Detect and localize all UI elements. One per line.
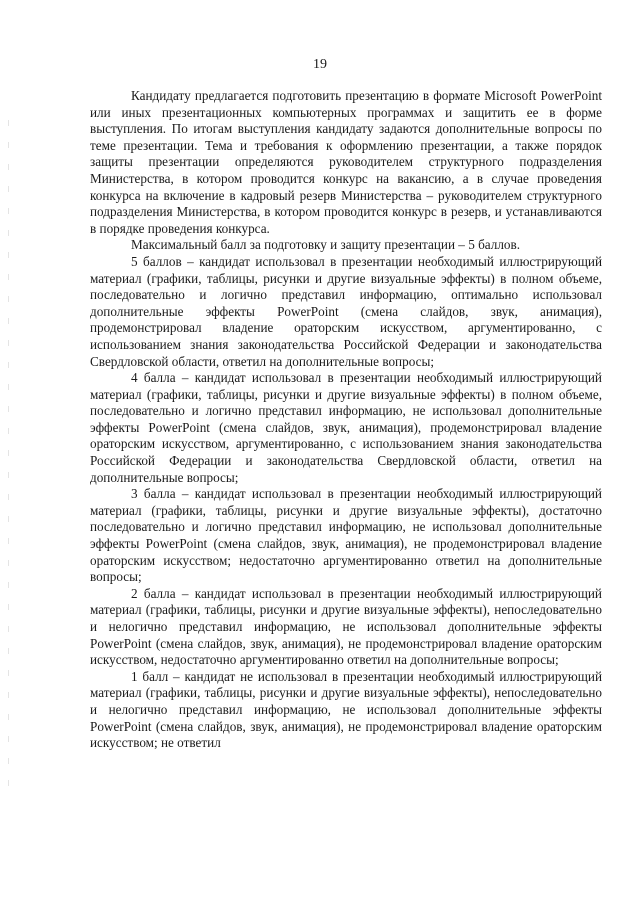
paragraph-presentation-intro: Кандидату предлагается подготовить презентацию в формате Microsoft PowerPoint или иных презентационных компьютерных программах и защитить ее в форме выступления. По итогам выступления кандидату задаются дополнительные вопросы по теме презентации. Тема и требования к оформлению презентации, а также порядок защиты презентации определяются руководителем структурного подразделения Министерства, в котором проводится конкурс на вакансию, а в случае проведения конкурса на включение в кадровый резерв Министерства – руководителем структурного подразделения Министерства, в котором проводится конкурс в резерв, и устанавливаются в порядке проведения конкурса. xyxy=(90,88,602,236)
page-number: 19 xyxy=(313,57,327,72)
paragraph-score-4: 4 балла – кандидат использовал в презентации необходимый иллюстрирующий материал (графики, таблицы, рисунки и другие визуальные эффекты) в полном объеме, последовательно и логично представил информацию, не использовал дополнительные эффекты PowerPoint (смена слайдов, звук, анимация), продемонстрировал владение ораторским искусством, аргументированно, с использованием знания законодательства Российской Федерации и законодательства Свердловской области, ответил на дополнительные вопросы; xyxy=(90,370,602,485)
paragraph-score-3: 3 балла – кандидат использовал в презентации необходимый иллюстрирующий материал (графики, таблицы, рисунки и другие визуальные эффекты), достаточно последовательно и логично представил информацию, не использовал дополнительные эффекты PowerPoint (смена слайдов, звук, анимация), не продемонстрировал владение ораторским искусством; недостаточно аргументированно ответил на дополнительные вопросы; xyxy=(90,486,602,585)
paragraph-score-5: 5 баллов – кандидат использовал в презентации необходимый иллюстрирующий материал (графики, таблицы, рисунки и другие визуальные эффекты) в полном объеме, последовательно и логично представил информацию, оптимально использовал дополнительные эффекты PowerPoint (смена слайдов, звук, анимация), продемонстрировал владение ораторским искусством, аргументированно, с использованием знания законодательства Российской Федерации и законодательства Свердловской области, ответил на дополнительные вопросы; xyxy=(90,253,602,369)
paragraph-score-1: 1 балл – кандидат не использовал в презентации необходимый иллюстрирующий материал (графики, таблицы, рисунки и другие визуальные эффекты), непоследовательно и нелогично представил информацию, не использовал дополнительные эффекты PowerPoint (смена слайдов, звук, анимация), не продемонстрировал владение ораторским искусством; не ответил xyxy=(90,668,602,751)
scan-margin-artifact xyxy=(8,120,9,800)
paragraph-max-score: Максимальный балл за подготовку и защиту презентации – 5 баллов. xyxy=(131,237,521,253)
document-body xyxy=(90,88,602,752)
paragraph-score-2: 2 балла – кандидат использовал в презентации необходимый иллюстрирующий материал (графики, таблицы, рисунки и другие визуальные эффекты), непоследовательно и нелогично представил информацию, не использовал дополнительные эффекты PowerPoint (смена слайдов, звук, анимация), не продемонстрировал владение ораторским искусством, недостаточно аргументированно ответил на дополнительные вопросы; xyxy=(90,585,602,668)
